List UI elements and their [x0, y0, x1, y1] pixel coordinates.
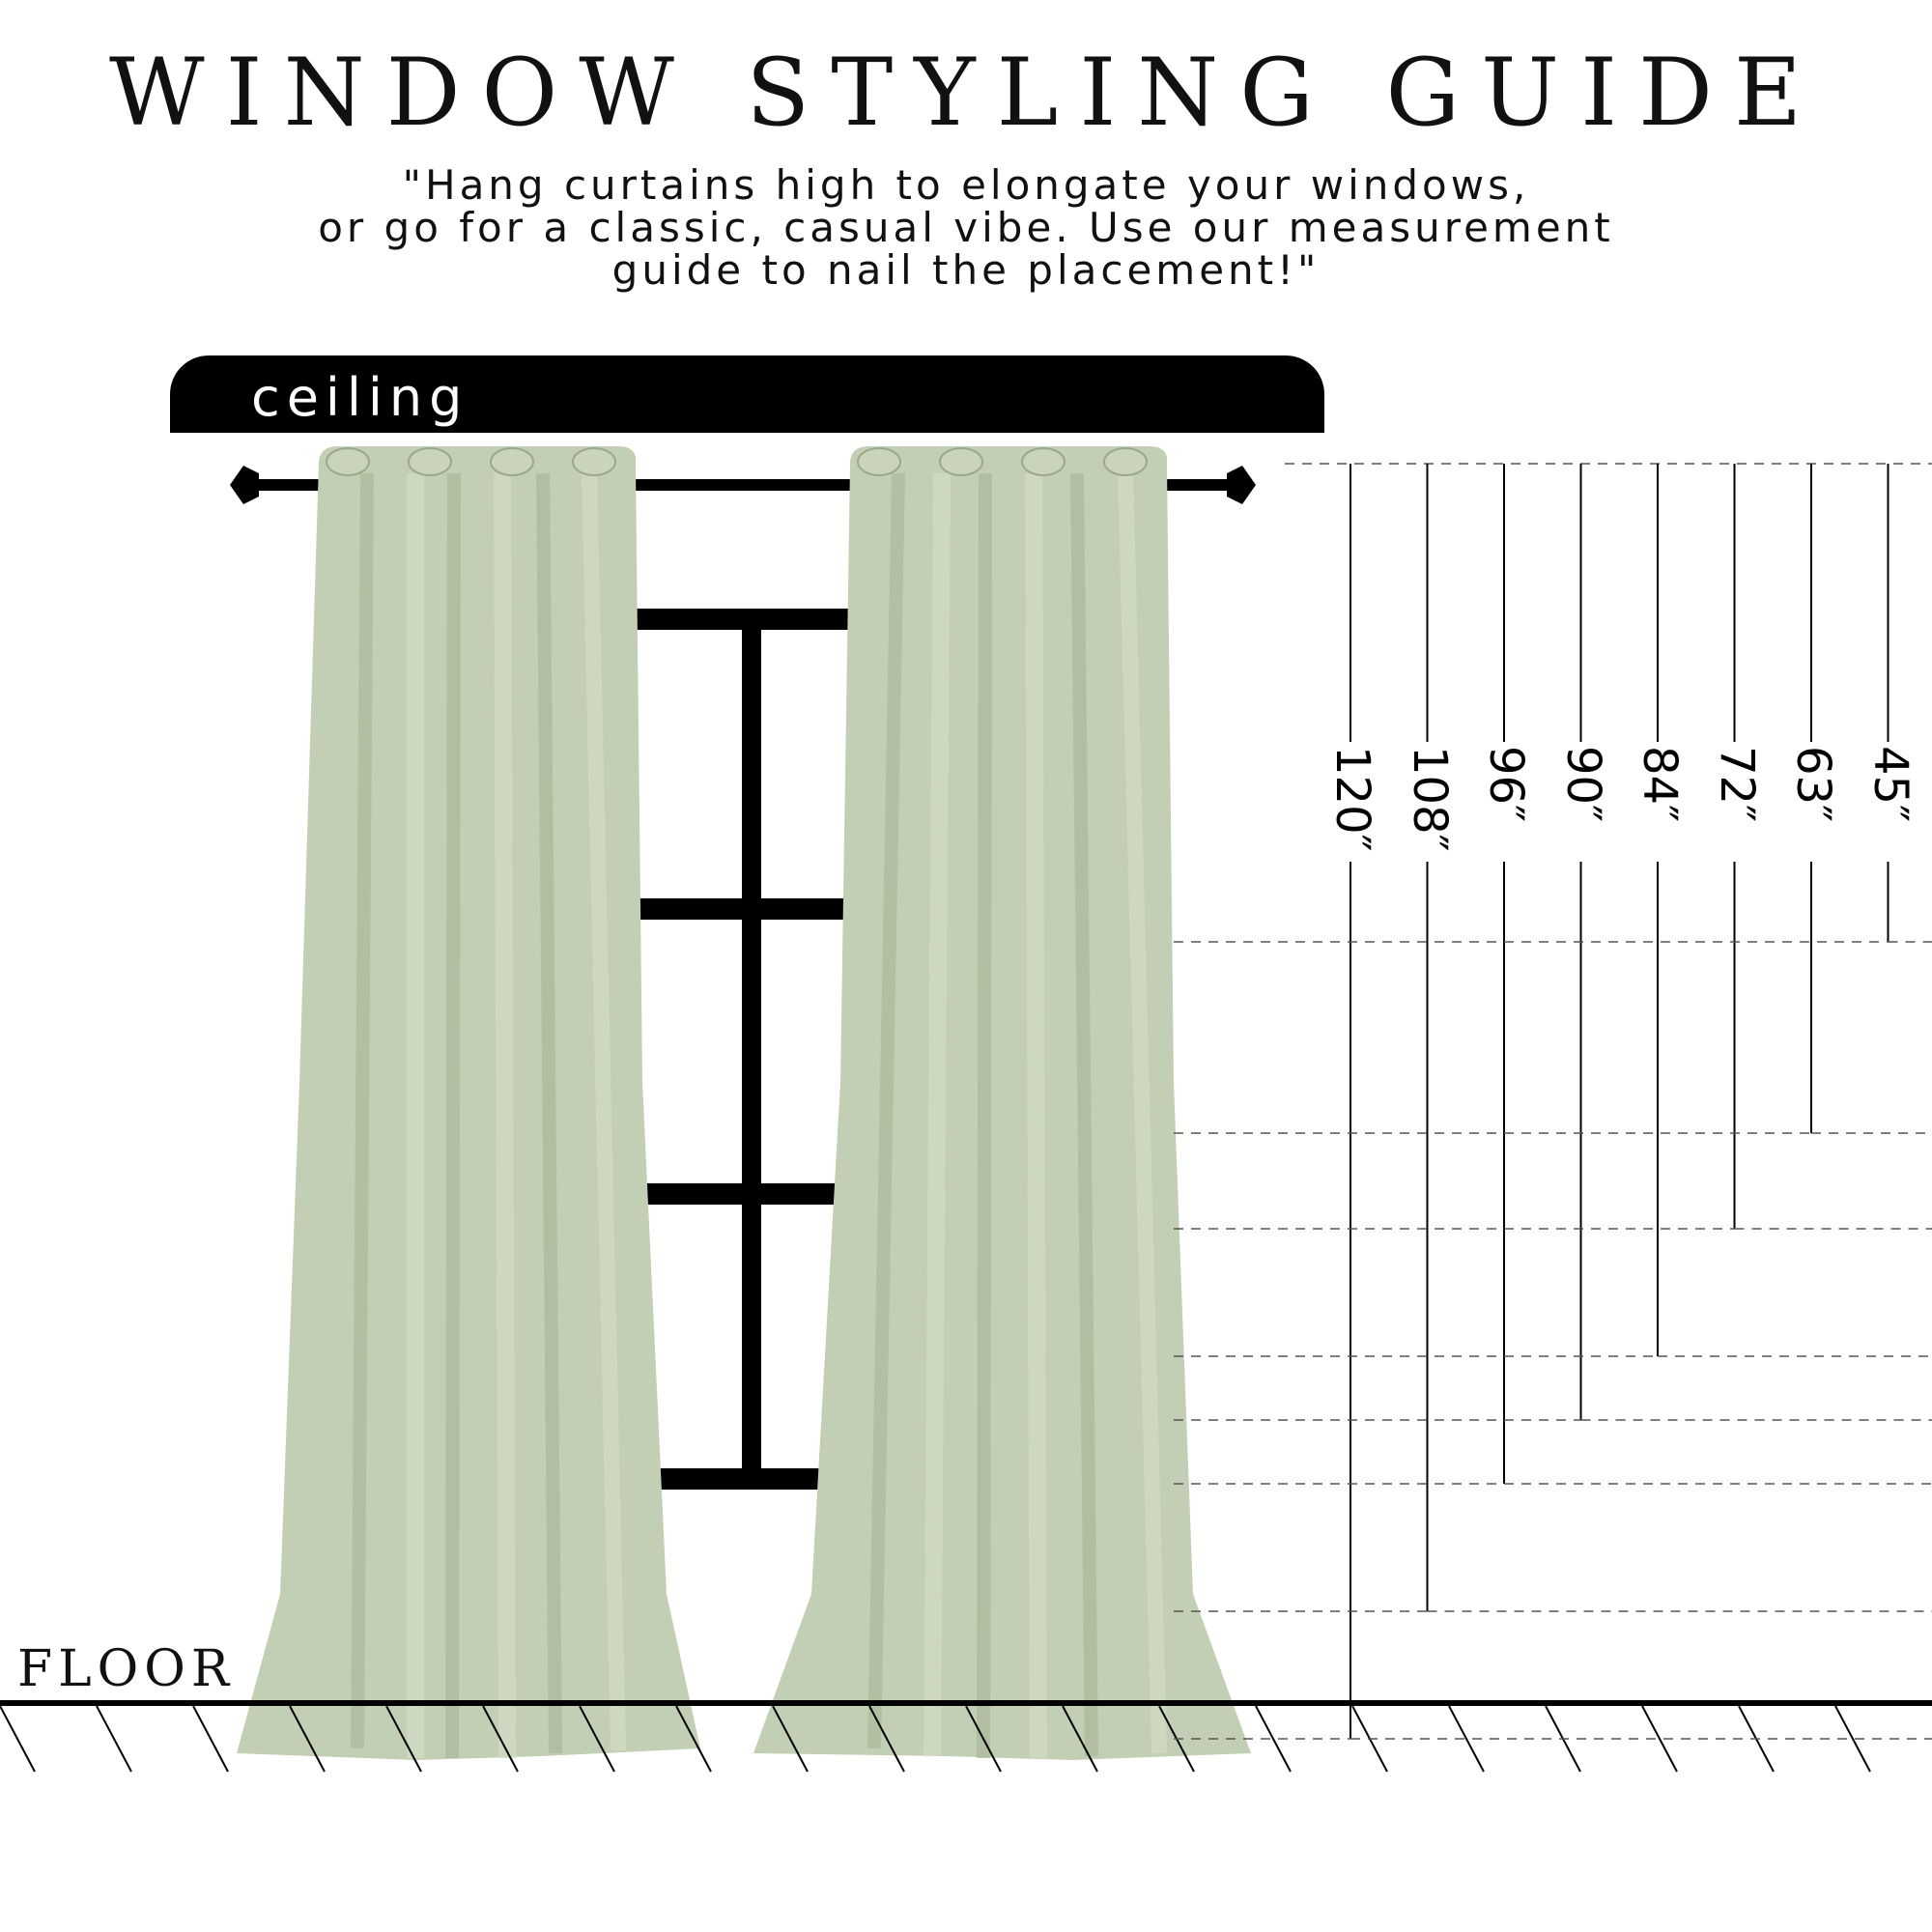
ceiling-label: ceiling	[251, 367, 469, 428]
curtain-panel-left	[237, 446, 700, 1760]
measurement-label: 120″	[1331, 742, 1374, 862]
measurement-label: 72″	[1716, 742, 1758, 862]
window-frame	[633, 609, 850, 1490]
rod-finial-right	[1227, 466, 1256, 504]
floor-hatch-mark	[97, 1706, 131, 1772]
measurement-label: 63″	[1792, 742, 1834, 862]
floor-hatch-mark	[0, 1706, 35, 1772]
measurement-label: 90″	[1562, 742, 1605, 862]
measurement-label: 108″	[1408, 742, 1451, 862]
measurement-label: 96″	[1485, 742, 1527, 862]
quote-line-2: or go for a classic, casual vibe. Use our measurement	[318, 204, 1614, 251]
quote-line-1: "Hang curtains high to elongate your windows,	[402, 161, 1530, 209]
rod-finial-left	[230, 466, 259, 504]
measurement-label: 84″	[1638, 742, 1681, 862]
quote-line-3: guide to nail the placement!"	[611, 246, 1321, 294]
measurement-label: 45″	[1869, 742, 1912, 862]
guide-title: WINDOW STYLING GUIDE	[108, 39, 1824, 147]
floor-hatch-mark	[193, 1706, 228, 1772]
curtain-panel-right	[753, 446, 1251, 1760]
measurement-guide	[1174, 464, 1932, 1739]
floor-label: FLOOR	[17, 1640, 236, 1698]
